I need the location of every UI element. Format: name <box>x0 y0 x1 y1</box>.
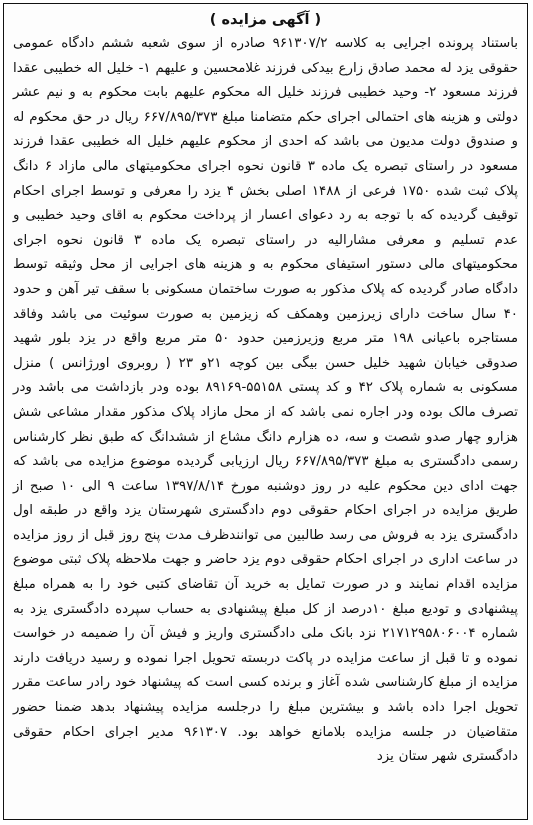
notice-title: ( آگهی مزایده ) <box>209 12 322 28</box>
notice-body: باستناد پرونده اجرایی به کلاسه ۹۶۱۳۰۷/۲ صادره از سوی شعبه ششم دادگاه عمومی حقوقی یزد له محمد صادق زارع بیدکی فرزند غلامحسین و علیهم ۱- خلیل اله خطیبی عقدا فرزند مسعود ۲- وحید خطیبی فرزند خلیل اله محکوم علیهم بابت محکوم به و نیم عشر دولتی و هزینه های احتمالی اجرای حکم متضامنا مبلغ ۶۶۷/۸۹۵/۳۷۳ ریال در حق محکوم له و صندوق دولت مدیون می باشد که احدی از محکوم علیهم خلیل اله خطیبی عقدا فرزند مسعود در راستای تبصره یک ماده ۳ قانون نحوه اجرای محکومیتهای مالی مازاد ۶ دانگ پلاک ثبت شده ۱۷۵۰ فرعی از ۱۴۸۸ اصلی بخش ۴ یزد را معرفی و توسط اجرای احکام توقیف گردیده که با توجه به رد دعوای اعسار از پرداخت محکوم به اقای وحید خطیبی و عدم تسلیم و معرفی مشارالیه در راستای تبصره یک ماده ۳ قانون نحوه اجرای محکومیتهای مالی دستور استیفای محکوم به و هزینه های اجرایی از محل وثیقه توسط دادگاه صادر گردیده که پلاک مذکور به صورت ساختمان مسکونی با سقف تیر آهن و حدود ۴۰ سال ساخت دارای زیرزمین وهمکف که زیزمین به صورت سوئیت می باشد وفاقد مستاجره باعیانی ۱۹۸ متر مربع وزیرزمین حدود ۵۰ متر مربع واقع در یزد بلور شهید صدوقی خیابان شهید خلیل حسن بیگی بین کوچه ۲۱و ۲۳ ( روبروی اورژانس ) منزل مسکونی به شماره پلاک ۴۲ و کد پستی ۵۵۱۵۸-۸۹۱۶۹ بوده ودر بازداشت می باشد ودر تصرف مالک بوده ودر اجاره نمی باشد که از محل مازاد پلاک مذکور مقدار مشاعی شش هزارو چهار صدو شصت و سه، ده هزارم دانگ مشاع از ششدانگ که طبق نظر کارشناس رسمی دادگستری به مبلغ ۶۶۷/۸۹۵/۳۷۳ ریال ارزیابی گردیده موضوع مزایده می باشد که جهت ادای دین محکوم علیه در روز دوشنبه مورخ ۱۳۹۷/۸/۱۴ ساعت ۹ الی ۱۰ صبح از طریق مزایده در اجرای احکام حقوقی دوم دادگستری شهرستان یزد واقع در طبقه اول دادگستری یزد به فروش می رسد طالبین می توانندظرف مدت پنج روز قبل از روز مزایده در ساعت اداری در اجرای احکام حقوقی دوم یزد حاضر و جهت ملاحظه پلاک ثبتی موضوع مزایده اقدام نمایند و در صورت تمایل به خرید آن تقاضای کتبی خود را به همراه مبلغ پیشنهادی و تودیع مبلغ ۱۰درصد از کل مبلغ پیشنهادی به حساب سپرده دادگستری یزد به شماره ۲۱۷۱۲۹۵۸۰۶۰۰۴ نزد بانک ملی دادگستری واریز و فیش آن را ضمیمه در خواست نموده و تا قبل از ساعت مزایده در پاکت دربسته تحویل اجرا نموده و رسید دریافت دارند مزایده از مبلغ کارشناسی شده آغاز و برنده کسی است که پیشنهاد خود رادر ساعت مقرر تحویل اجرا داده باشد و بیشترین مبلغ را درجلسه مزایده پیشنهاد بدهد ضمنا حضور متقاضیان در جلسه مزایده بلامانع خواهد بود. ۹۶۱۳۰۷ مدیر اجرای احکام حقوقی دادگستری شهر ستان یزد <box>13 36 519 765</box>
auction-notice <box>3 3 528 820</box>
